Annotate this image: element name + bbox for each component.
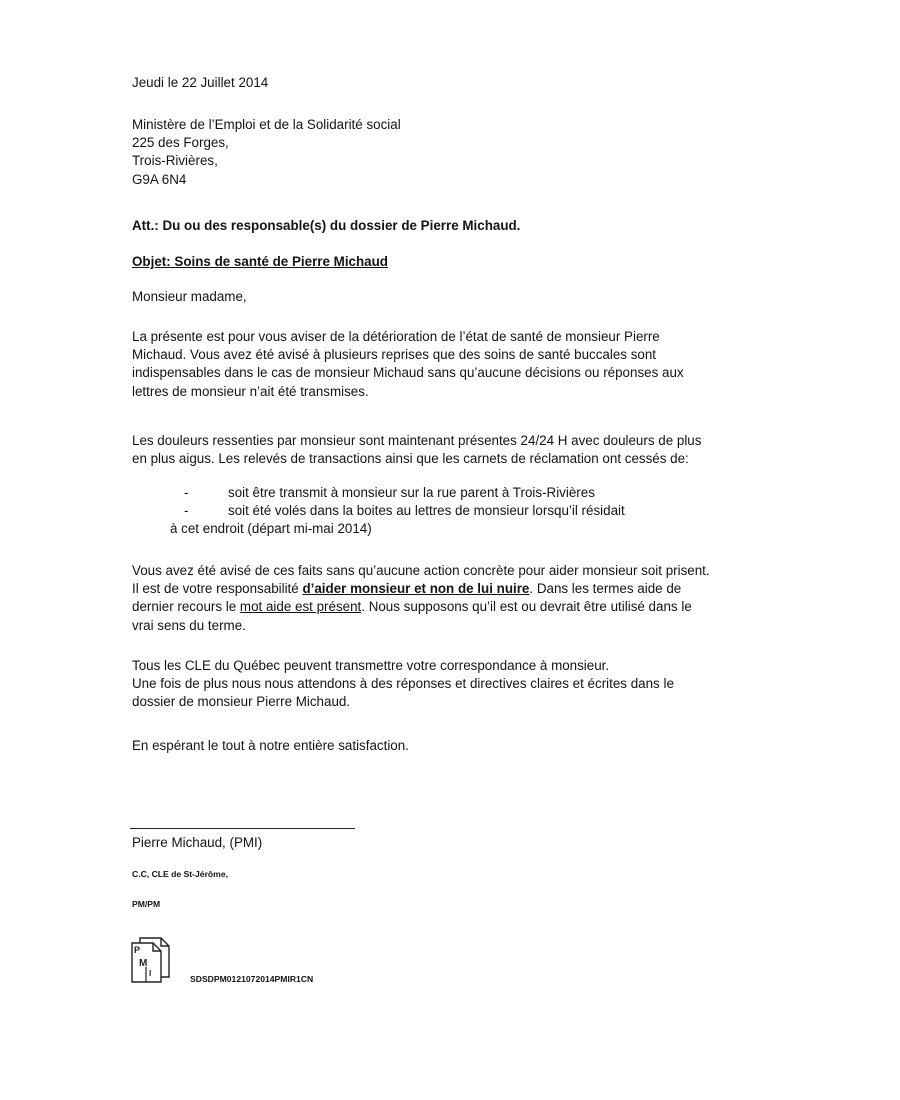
address-line: G9A 6N4 bbox=[132, 171, 187, 187]
document-reference: SDSDPM0121072014PMIR1CN bbox=[190, 974, 314, 984]
paragraph-line: dossier de monsieur Pierre Michaud. bbox=[132, 694, 351, 710]
carbon-copy: C.C, CLE de St-Jérôme, bbox=[132, 869, 228, 879]
paragraph-line: indispensables dans le cas de monsieur Michaud sans qu’aucune décisions ou réponses aux bbox=[132, 365, 684, 381]
emphasis-text: d’aider monsieur et non de lui nuire bbox=[302, 581, 530, 597]
reference-initials: PM/PM bbox=[132, 899, 161, 909]
bullet-list bbox=[170, 484, 625, 539]
paragraph-3 bbox=[132, 562, 710, 635]
letter-date: Jeudi le 22 Juillet 2014 bbox=[132, 75, 269, 90]
attention-line: Att.: Du ou des responsable(s) du dossier de Pierre Michaud. bbox=[132, 218, 521, 233]
subject-line: Objet: Soins de santé de Pierre Michaud bbox=[132, 254, 388, 269]
paragraph-line bbox=[132, 580, 710, 598]
paragraph-4 bbox=[132, 657, 674, 712]
bullet-dash: - bbox=[184, 503, 189, 519]
paragraph-line: Tous les CLE du Québec peuvent transmettre votre correspondance à monsieur. bbox=[132, 658, 610, 673]
bullet-text: soit être transmit à monsieur sur la rue parent à Trois-Rivières bbox=[228, 485, 595, 500]
paragraph-line: lettres de monsieur n’ait été transmises. bbox=[132, 383, 369, 399]
paragraph-line: Une fois de plus nous nous attendons à des réponses et directives claires et écrites dans le bbox=[132, 676, 674, 692]
signature-line bbox=[130, 828, 355, 829]
salutation: Monsieur madame, bbox=[132, 289, 247, 304]
address-line: Trois-Rivières, bbox=[132, 153, 218, 169]
text-run: Il est de votre responsabilité bbox=[132, 581, 303, 597]
paragraph-line: Michaud. Vous avez été avisé à plusieurs reprises que des soins de santé buccales sont bbox=[132, 347, 657, 363]
bullet-dash: - bbox=[184, 485, 189, 500]
paragraph-line: Les douleurs ressenties par monsieur sont maintenant présentes 24/24 H avec douleurs de plus bbox=[132, 433, 702, 448]
address-line: Ministère de l’Emploi et de la Solidarité social bbox=[132, 117, 401, 132]
recipient-address bbox=[132, 116, 401, 189]
paragraph-line: Vous avez été avisé de ces faits sans qu’aucune action concrète pour aider monsieur soit prisent. bbox=[132, 563, 710, 578]
address-line: 225 des Forges, bbox=[132, 135, 229, 151]
closing-line: En espérant le tout à notre entière satisfaction. bbox=[132, 738, 409, 753]
text-run: . Nous supposons qu’il est ou devrait être utilisé dans le bbox=[361, 599, 692, 615]
underlined-text: mot aide est présent bbox=[239, 599, 362, 615]
bullet-item bbox=[170, 502, 625, 520]
signature-name: Pierre Michaud, (PMI) bbox=[132, 835, 263, 850]
bullet-item bbox=[170, 484, 625, 502]
logo-letter-m: M bbox=[139, 958, 148, 969]
paragraph-line: vrai sens du terme. bbox=[132, 617, 246, 633]
paragraph-line bbox=[132, 598, 710, 616]
text-run: . Dans les termes aide de bbox=[529, 581, 682, 597]
paragraph-2 bbox=[132, 432, 701, 468]
text-run: dernier recours le bbox=[132, 599, 240, 615]
bullet-text: soit été volés dans la boites au lettres de monsieur lorsqu’il résidait bbox=[228, 503, 625, 519]
paragraph-line: en plus aigus. Les relevés de transactions ainsi que les carnets de réclamation ont cessés de: bbox=[132, 451, 689, 467]
paragraph-1 bbox=[132, 328, 684, 401]
bullet-continuation: à cet endroit (départ mi-mai 2014) bbox=[170, 521, 372, 537]
logo-letter-p: P bbox=[134, 945, 141, 955]
paragraph-line: La présente est pour vous aviser de la détérioration de l’état de santé de monsieur Pierre bbox=[132, 329, 660, 344]
logo-letter-i: I bbox=[149, 969, 152, 978]
pmi-logo bbox=[128, 935, 174, 985]
